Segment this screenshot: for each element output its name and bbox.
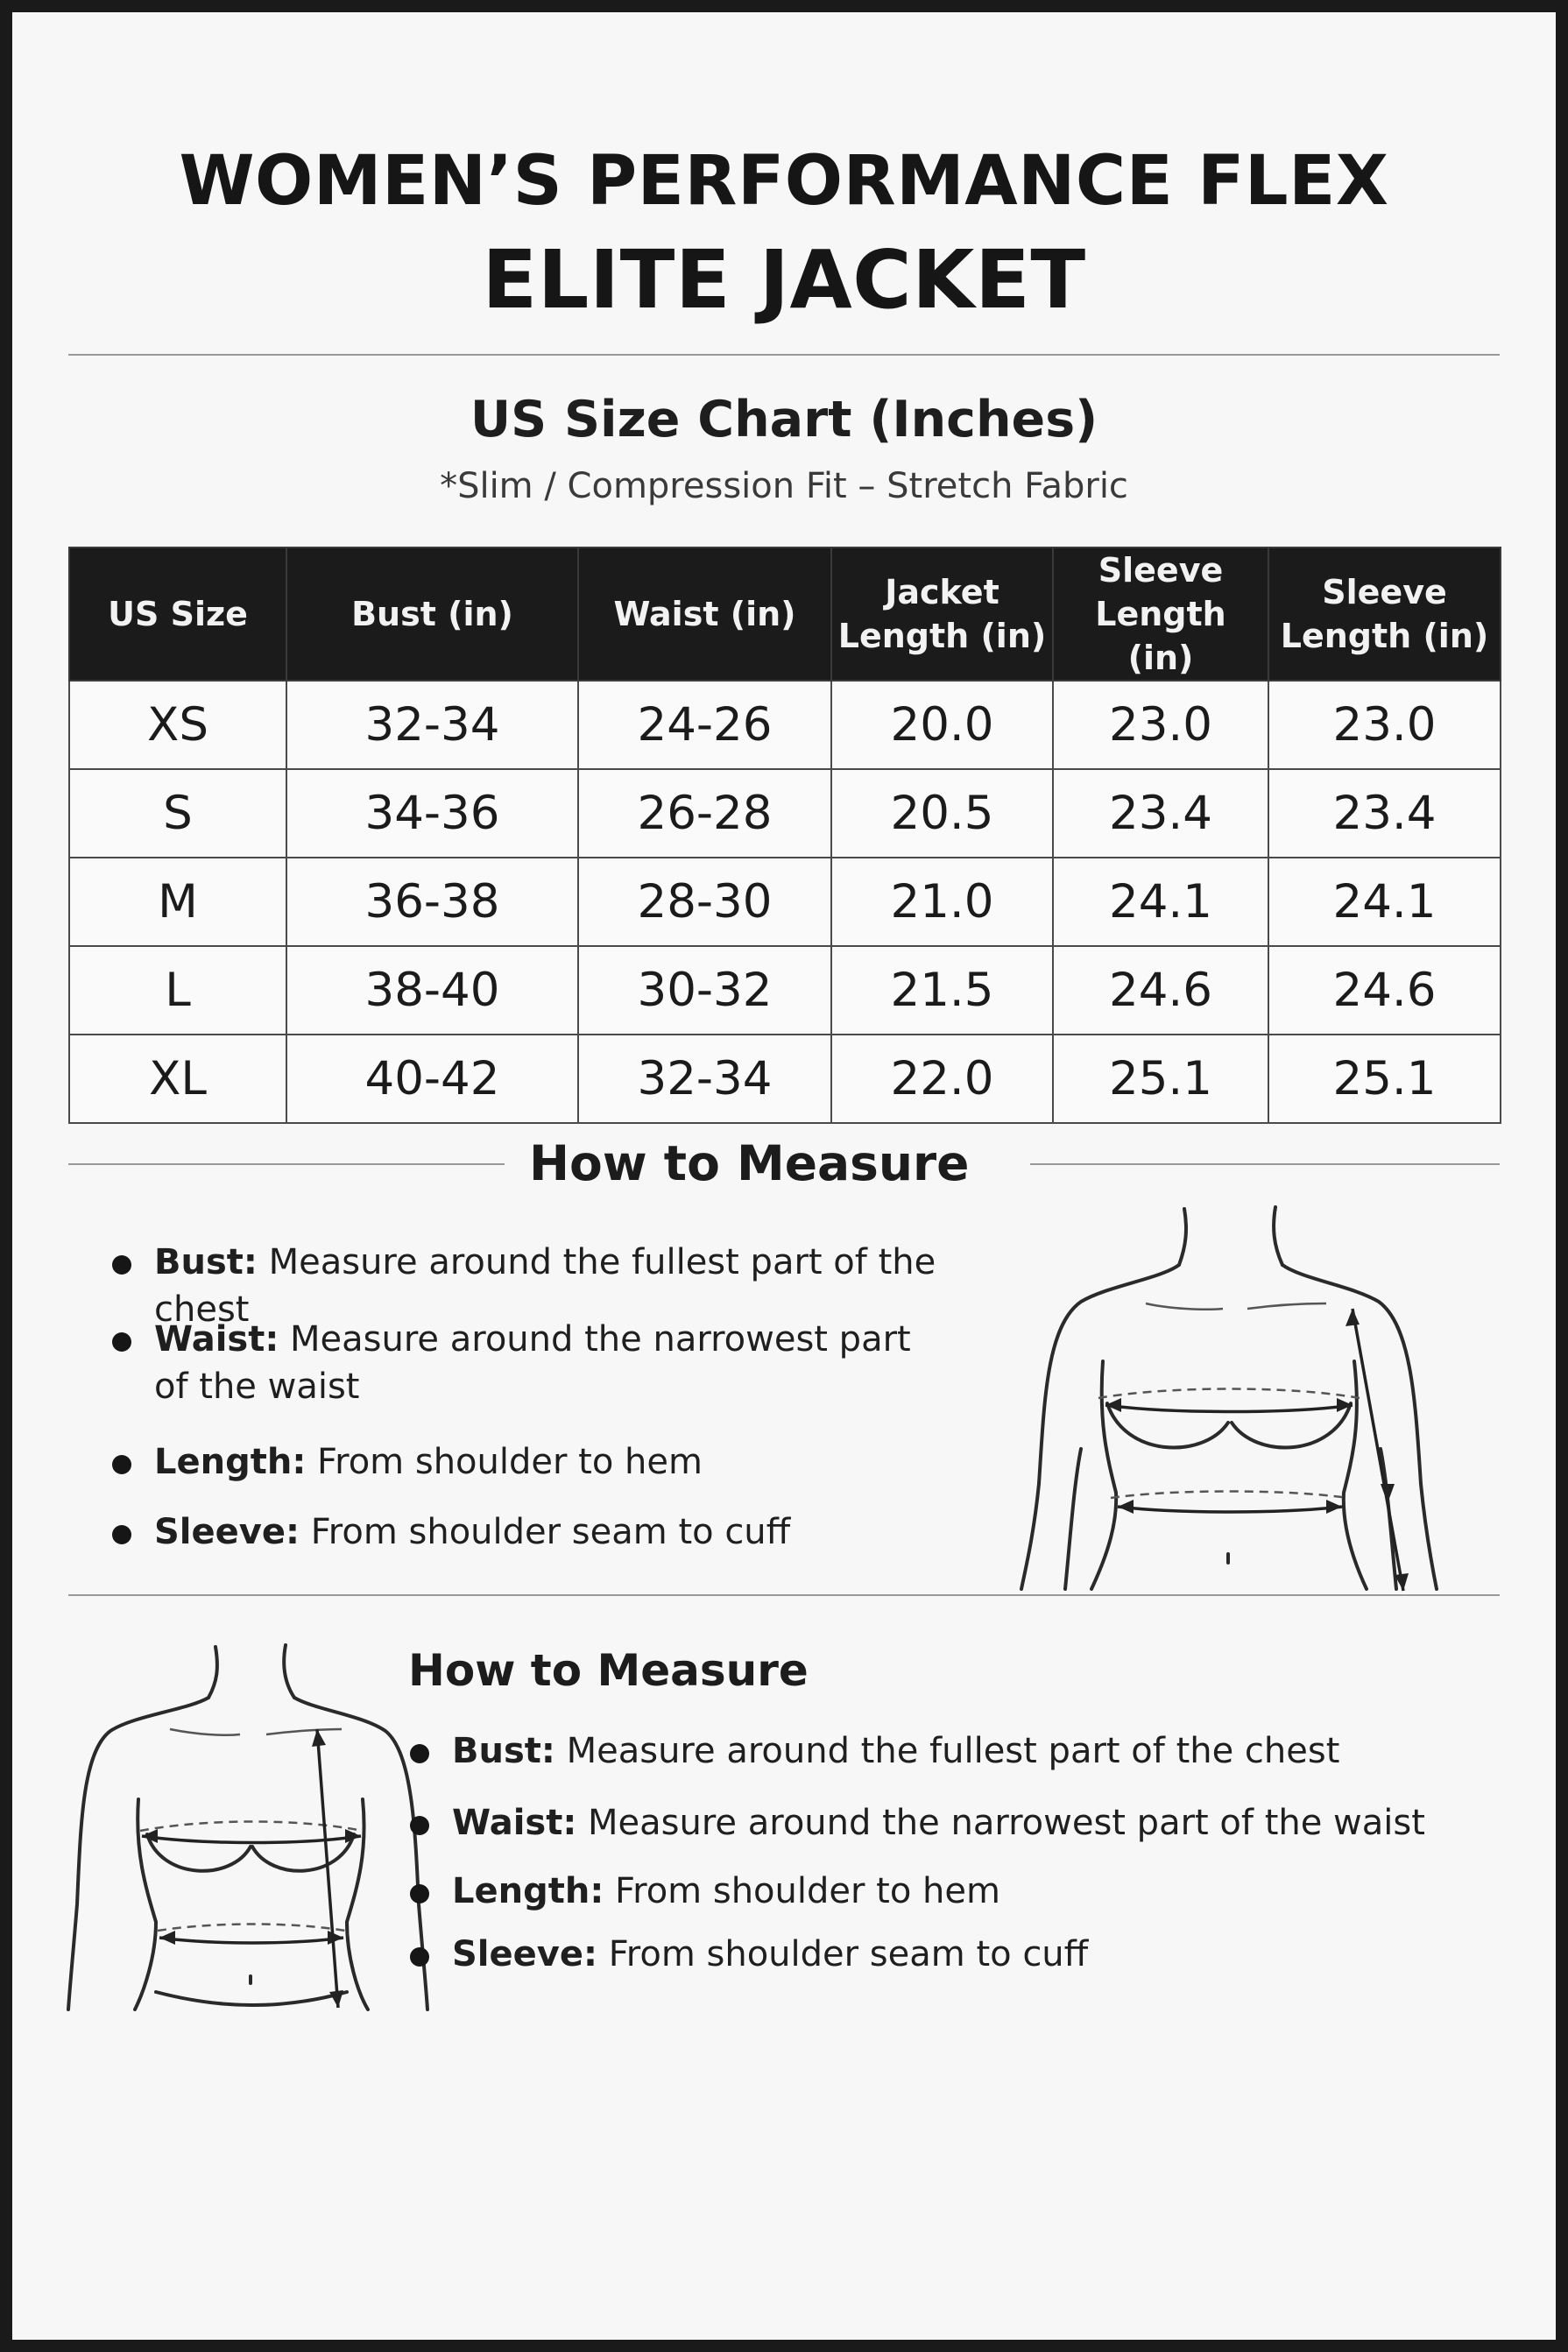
table-row: [69, 858, 1501, 946]
how-to-measure-title: How to Measure: [408, 1645, 809, 1696]
table-cell: 20.5: [831, 769, 1053, 858]
size-guide-sheet: [12, 12, 1556, 2340]
table-cell: 40-42: [286, 1035, 578, 1123]
table-cell: L: [69, 946, 286, 1035]
table-cell: 21.0: [831, 858, 1053, 946]
table-cell: 24.6: [1053, 946, 1268, 1035]
table-cell: 21.5: [831, 946, 1053, 1035]
divider: [68, 1163, 505, 1165]
table-cell: 20.0: [831, 681, 1053, 769]
bullet: [410, 1884, 429, 1903]
list-item: Bust: Measure around the fullest part of the chest: [452, 1727, 1339, 1775]
list-item: Sleeve: From shoulder seam to cuff: [452, 1931, 1088, 1978]
torso-diagram-icon: [65, 1633, 441, 2018]
bullet: [410, 1816, 429, 1835]
table-cell: 32-34: [578, 1035, 831, 1123]
product-title-line1: WOMEN’S PERFORMANCE FLEX: [179, 142, 1389, 221]
table-cell: 38-40: [286, 946, 578, 1035]
torso-diagram-icon: [993, 1195, 1484, 1598]
bullet: [410, 1744, 429, 1763]
divider: [68, 354, 1500, 356]
bullet: [112, 1455, 131, 1474]
product-title-line2: ELITE JACKET: [482, 233, 1086, 327]
column-header: Waist (in): [578, 547, 831, 681]
table-cell: XS: [69, 681, 286, 769]
column-header: Bust (in): [286, 547, 578, 681]
table-cell: 26-28: [578, 769, 831, 858]
bullet: [112, 1255, 131, 1275]
column-header: Sleeve Length (in): [1268, 547, 1501, 681]
bullet: [112, 1332, 131, 1352]
divider: [68, 1594, 1500, 1596]
table-cell: M: [69, 858, 286, 946]
bullet: [112, 1525, 131, 1544]
list-item: Length: From shoulder to hem: [452, 1868, 1000, 1915]
table-header-row: [69, 547, 1501, 681]
table-cell: 25.1: [1053, 1035, 1268, 1123]
fit-note: *Slim / Compression Fit – Stretch Fabric: [440, 466, 1128, 506]
column-header: Sleeve Length (in): [1053, 547, 1268, 681]
column-header: US Size: [69, 547, 286, 681]
how-to-measure-title: How to Measure: [529, 1135, 970, 1191]
table-cell: 24.6: [1268, 946, 1501, 1035]
table-cell: XL: [69, 1035, 286, 1123]
table-cell: 23.0: [1053, 681, 1268, 769]
table-cell: 23.0: [1268, 681, 1501, 769]
list-item: Sleeve: From shoulder seam to cuff: [154, 1508, 790, 1556]
table-cell: 28-30: [578, 858, 831, 946]
column-header: Jacket Length (in): [831, 547, 1053, 681]
table-row: [69, 769, 1501, 858]
list-item: Waist: Measure around the narrowest part of the waist: [154, 1316, 911, 1410]
table-cell: 24-26: [578, 681, 831, 769]
size-table: [68, 547, 1501, 1124]
table-cell: 23.4: [1268, 769, 1501, 858]
list-item: Waist: Measure around the narrowest part of the waist: [452, 1799, 1425, 1847]
table-cell: 22.0: [831, 1035, 1053, 1123]
size-chart-title: US Size Chart (Inches): [470, 391, 1098, 449]
table-cell: 25.1: [1268, 1035, 1501, 1123]
list-item: Length: From shoulder to hem: [154, 1438, 703, 1486]
divider: [1030, 1163, 1500, 1165]
list-item: Bust: Measure around the fullest part of the chest: [154, 1239, 1030, 1333]
table-cell: 34-36: [286, 769, 578, 858]
table-row: [69, 1035, 1501, 1123]
table-row: [69, 946, 1501, 1035]
table-cell: S: [69, 769, 286, 858]
table-cell: 24.1: [1268, 858, 1501, 946]
table-cell: 30-32: [578, 946, 831, 1035]
table-cell: 23.4: [1053, 769, 1268, 858]
table-cell: 36-38: [286, 858, 578, 946]
table-cell: 24.1: [1053, 858, 1268, 946]
table-row: [69, 681, 1501, 769]
table-cell: 32-34: [286, 681, 578, 769]
bullet: [410, 1947, 429, 1967]
